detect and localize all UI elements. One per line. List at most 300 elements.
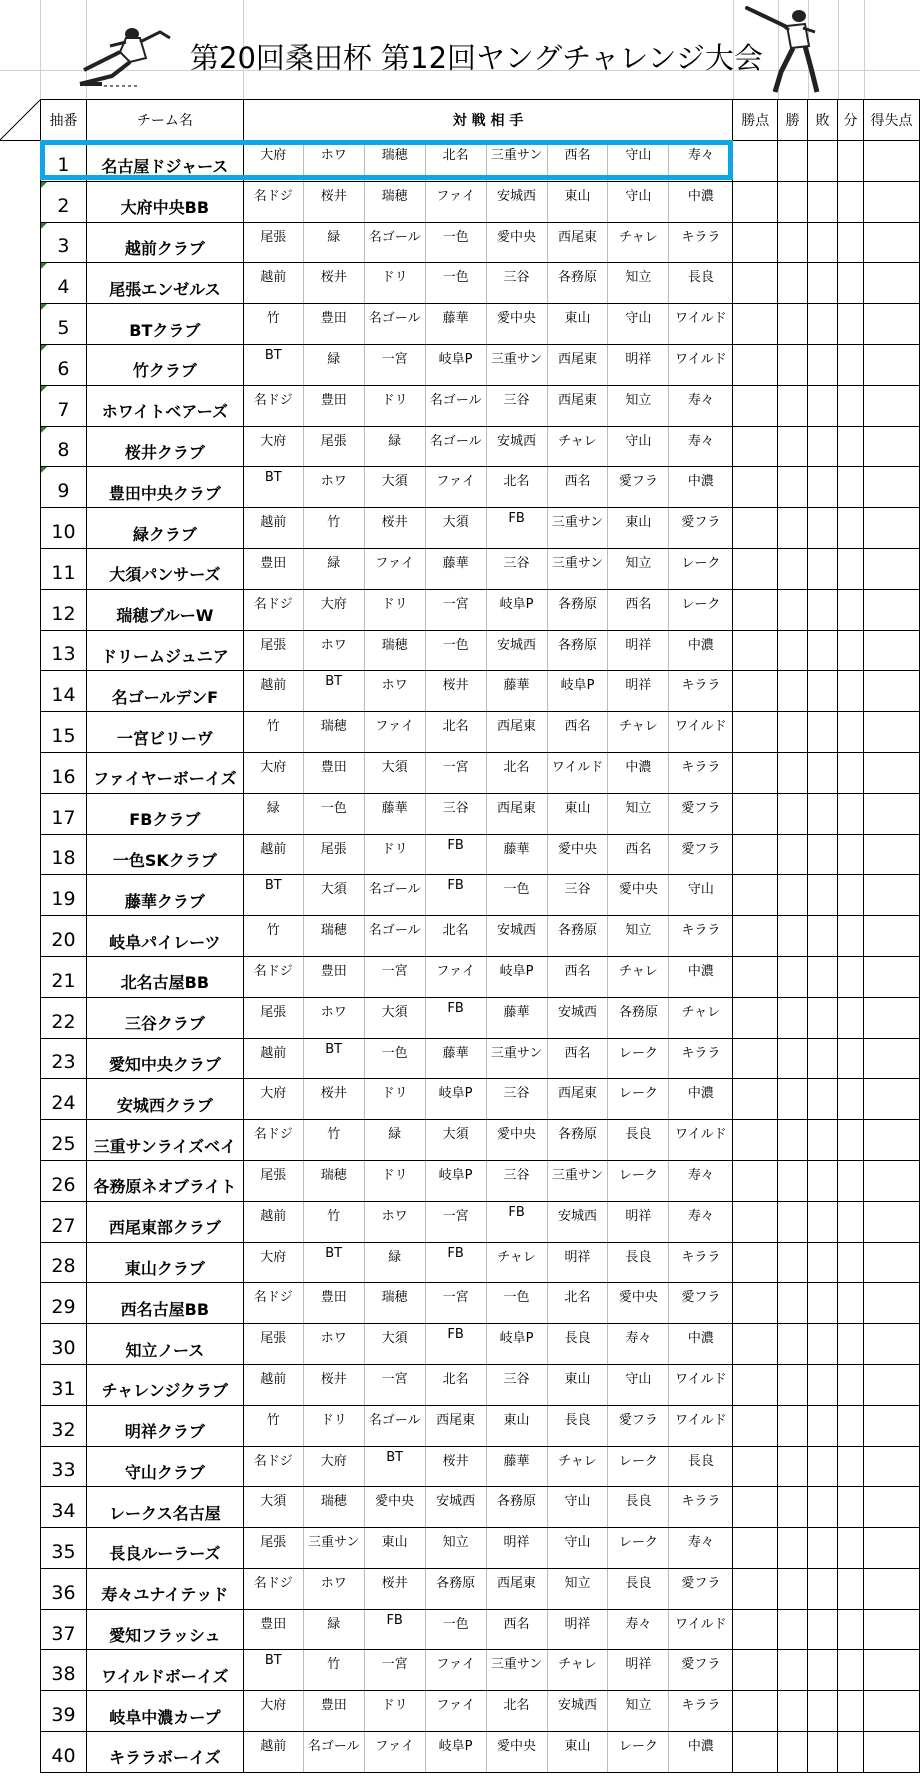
opponent-cell[interactable]: 大須 xyxy=(425,1120,486,1161)
opponent-cell[interactable]: 岐阜P xyxy=(486,956,547,997)
opponent-cell[interactable]: 安城西 xyxy=(486,630,547,671)
win-cell[interactable] xyxy=(778,1120,808,1161)
draw-cell[interactable] xyxy=(838,712,864,753)
team-name-cell[interactable]: 名ゴールデンF xyxy=(86,671,243,712)
opponent-cell[interactable]: 瑞穂 xyxy=(303,1160,364,1201)
opponent-cell[interactable]: 寿々 xyxy=(669,1160,733,1201)
opponent-cell[interactable]: 名ドジ xyxy=(243,181,303,222)
points-cell[interactable] xyxy=(733,1609,778,1650)
loss-cell[interactable] xyxy=(808,344,838,385)
win-cell[interactable] xyxy=(778,1732,808,1773)
loss-cell[interactable] xyxy=(808,1364,838,1405)
opponent-cell[interactable]: 明祥 xyxy=(608,630,669,671)
points-cell[interactable] xyxy=(733,1650,778,1691)
opponent-cell[interactable]: 藤華 xyxy=(486,671,547,712)
diff-cell[interactable] xyxy=(864,671,920,712)
draw-cell[interactable] xyxy=(838,1283,864,1324)
team-name-cell[interactable]: キララボーイズ xyxy=(86,1732,243,1773)
opponent-cell[interactable]: 西名 xyxy=(547,141,608,182)
diff-cell[interactable] xyxy=(864,956,920,997)
diff-cell[interactable] xyxy=(864,752,920,793)
loss-cell[interactable] xyxy=(808,141,838,182)
opponent-cell[interactable]: 愛フラ xyxy=(608,1405,669,1446)
opponent-cell[interactable]: 知立 xyxy=(608,263,669,304)
opponent-cell[interactable]: 大須 xyxy=(364,1324,425,1365)
points-cell[interactable] xyxy=(733,1528,778,1569)
diff-cell[interactable] xyxy=(864,1650,920,1691)
opponent-cell[interactable]: 大須 xyxy=(364,997,425,1038)
draw-cell[interactable] xyxy=(838,1528,864,1569)
team-name-cell[interactable]: 一色SKクラブ xyxy=(86,834,243,875)
opponent-cell[interactable]: 三谷 xyxy=(486,548,547,589)
team-name-cell[interactable]: 三谷クラブ xyxy=(86,997,243,1038)
opponent-cell[interactable]: 各務原 xyxy=(608,997,669,1038)
opponent-cell[interactable]: 愛フラ xyxy=(669,1650,733,1691)
opponent-cell[interactable]: FB xyxy=(425,1242,486,1283)
loss-cell[interactable] xyxy=(808,426,838,467)
opponent-cell[interactable]: 一宮 xyxy=(425,1283,486,1324)
diff-cell[interactable] xyxy=(864,1528,920,1569)
opponent-cell[interactable]: 岐阜P xyxy=(425,1732,486,1773)
opponent-cell[interactable]: 竹 xyxy=(303,508,364,549)
opponent-cell[interactable]: ホワ xyxy=(364,671,425,712)
points-cell[interactable] xyxy=(733,222,778,263)
opponent-cell[interactable]: 豊田 xyxy=(303,1691,364,1732)
team-name-cell[interactable]: 長良ルーラーズ xyxy=(86,1528,243,1569)
opponent-cell[interactable]: 守山 xyxy=(669,875,733,916)
opponent-cell[interactable]: FB xyxy=(425,997,486,1038)
opponent-cell[interactable]: 東山 xyxy=(486,1405,547,1446)
opponent-cell[interactable]: FB xyxy=(425,834,486,875)
opponent-cell[interactable]: レーク xyxy=(608,1038,669,1079)
opponent-cell[interactable]: ファイ xyxy=(425,467,486,508)
opponent-cell[interactable]: 各務原 xyxy=(547,263,608,304)
opponent-cell[interactable]: 一宮 xyxy=(425,752,486,793)
opponent-cell[interactable]: 尾張 xyxy=(303,834,364,875)
win-cell[interactable] xyxy=(778,671,808,712)
diff-cell[interactable] xyxy=(864,1283,920,1324)
diff-cell[interactable] xyxy=(864,589,920,630)
opponent-cell[interactable]: 尾張 xyxy=(243,997,303,1038)
opponent-cell[interactable]: 一宮 xyxy=(425,589,486,630)
opponent-cell[interactable]: 西尾東 xyxy=(547,222,608,263)
opponent-cell[interactable]: 東山 xyxy=(547,181,608,222)
opponent-cell[interactable]: 尾張 xyxy=(303,426,364,467)
win-cell[interactable] xyxy=(778,548,808,589)
draw-cell[interactable] xyxy=(838,1446,864,1487)
opponent-cell[interactable]: 緑 xyxy=(364,426,425,467)
opponent-cell[interactable]: 愛中央 xyxy=(486,222,547,263)
opponent-cell[interactable]: ファイ xyxy=(425,956,486,997)
opponent-cell[interactable]: 豊田 xyxy=(243,548,303,589)
opponent-cell[interactable]: ドリ xyxy=(364,1691,425,1732)
opponent-cell[interactable]: 東山 xyxy=(547,304,608,345)
draw-cell[interactable] xyxy=(838,1324,864,1365)
opponent-cell[interactable]: 大府 xyxy=(243,752,303,793)
points-cell[interactable] xyxy=(733,1568,778,1609)
opponent-cell[interactable]: 愛中央 xyxy=(486,1732,547,1773)
team-name-cell[interactable]: ファイヤーボーイズ xyxy=(86,752,243,793)
opponent-cell[interactable]: 名ドジ xyxy=(243,1283,303,1324)
opponent-cell[interactable]: 緑 xyxy=(364,1242,425,1283)
opponent-cell[interactable]: 瑞穂 xyxy=(303,1487,364,1528)
opponent-cell[interactable]: ワイルド xyxy=(669,1609,733,1650)
opponent-cell[interactable]: 明祥 xyxy=(547,1242,608,1283)
opponent-cell[interactable]: 愛中央 xyxy=(486,304,547,345)
opponent-cell[interactable]: BT xyxy=(243,1650,303,1691)
points-cell[interactable] xyxy=(733,997,778,1038)
opponent-cell[interactable]: 東山 xyxy=(547,793,608,834)
opponent-cell[interactable]: 瑞穂 xyxy=(364,181,425,222)
loss-cell[interactable] xyxy=(808,834,838,875)
opponent-cell[interactable]: 尾張 xyxy=(243,630,303,671)
opponent-cell[interactable]: 越前 xyxy=(243,1201,303,1242)
opponent-cell[interactable]: キララ xyxy=(669,916,733,957)
opponent-cell[interactable]: 守山 xyxy=(608,181,669,222)
diff-cell[interactable] xyxy=(864,263,920,304)
draw-cell[interactable] xyxy=(838,916,864,957)
opponent-cell[interactable]: 豊田 xyxy=(303,304,364,345)
draw-cell[interactable] xyxy=(838,1038,864,1079)
opponent-cell[interactable]: 明祥 xyxy=(608,344,669,385)
opponent-cell[interactable]: チャレ xyxy=(608,956,669,997)
opponent-cell[interactable]: 各務原 xyxy=(547,1120,608,1161)
draw-cell[interactable] xyxy=(838,793,864,834)
team-name-cell[interactable]: 大須パンサーズ xyxy=(86,548,243,589)
opponent-cell[interactable]: 一宮 xyxy=(425,1201,486,1242)
opponent-cell[interactable]: 明祥 xyxy=(608,1201,669,1242)
points-cell[interactable] xyxy=(733,1732,778,1773)
win-cell[interactable] xyxy=(778,834,808,875)
opponent-cell[interactable]: ワイルド xyxy=(669,304,733,345)
draw-cell[interactable] xyxy=(838,385,864,426)
opponent-cell[interactable]: 緑 xyxy=(243,793,303,834)
opponent-cell[interactable]: 一色 xyxy=(425,1609,486,1650)
team-name-cell[interactable]: 西名古屋BB xyxy=(86,1283,243,1324)
opponent-cell[interactable]: 寿々 xyxy=(608,1324,669,1365)
opponent-cell[interactable]: 三谷 xyxy=(486,1079,547,1120)
opponent-cell[interactable]: キララ xyxy=(669,1691,733,1732)
opponent-cell[interactable]: 尾張 xyxy=(243,1160,303,1201)
loss-cell[interactable] xyxy=(808,181,838,222)
loss-cell[interactable] xyxy=(808,1609,838,1650)
opponent-cell[interactable]: 知立 xyxy=(608,1691,669,1732)
opponent-cell[interactable]: 瑞穂 xyxy=(303,916,364,957)
diff-cell[interactable] xyxy=(864,344,920,385)
opponent-cell[interactable]: ドリ xyxy=(364,834,425,875)
points-cell[interactable] xyxy=(733,1691,778,1732)
points-cell[interactable] xyxy=(733,1079,778,1120)
opponent-cell[interactable]: 三谷 xyxy=(486,1364,547,1405)
team-name-cell[interactable]: 桜井クラブ xyxy=(86,426,243,467)
team-name-cell[interactable]: FBクラブ xyxy=(86,793,243,834)
team-name-cell[interactable]: 名古屋ドジャース xyxy=(86,141,243,182)
opponent-cell[interactable]: 大須 xyxy=(364,467,425,508)
points-cell[interactable] xyxy=(733,181,778,222)
win-cell[interactable] xyxy=(778,589,808,630)
opponent-cell[interactable]: チャレ xyxy=(547,1446,608,1487)
opponent-cell[interactable]: ワイルド xyxy=(669,344,733,385)
opponent-cell[interactable]: 越前 xyxy=(243,1364,303,1405)
opponent-cell[interactable]: レーク xyxy=(608,1446,669,1487)
opponent-cell[interactable]: FB xyxy=(425,875,486,916)
opponent-cell[interactable]: チャレ xyxy=(547,1650,608,1691)
points-cell[interactable] xyxy=(733,344,778,385)
team-name-cell[interactable]: 豊田中央クラブ xyxy=(86,467,243,508)
loss-cell[interactable] xyxy=(808,589,838,630)
opponent-cell[interactable]: 一宮 xyxy=(364,344,425,385)
opponent-cell[interactable]: 西尾東 xyxy=(547,385,608,426)
draw-cell[interactable] xyxy=(838,997,864,1038)
points-cell[interactable] xyxy=(733,1242,778,1283)
diff-cell[interactable] xyxy=(864,793,920,834)
opponent-cell[interactable]: ワイルド xyxy=(669,1364,733,1405)
points-cell[interactable] xyxy=(733,956,778,997)
opponent-cell[interactable]: ファイ xyxy=(364,1732,425,1773)
opponent-cell[interactable]: 瑞穂 xyxy=(364,630,425,671)
win-cell[interactable] xyxy=(778,1324,808,1365)
points-cell[interactable] xyxy=(733,548,778,589)
win-cell[interactable] xyxy=(778,1446,808,1487)
diff-cell[interactable] xyxy=(864,1364,920,1405)
opponent-cell[interactable]: 中濃 xyxy=(669,467,733,508)
opponent-cell[interactable]: 豊田 xyxy=(303,752,364,793)
opponent-cell[interactable]: 愛フラ xyxy=(669,1283,733,1324)
diff-cell[interactable] xyxy=(864,875,920,916)
points-cell[interactable] xyxy=(733,1487,778,1528)
opponent-cell[interactable]: 大府 xyxy=(243,1079,303,1120)
opponent-cell[interactable]: 東山 xyxy=(364,1528,425,1569)
opponent-cell[interactable]: 中濃 xyxy=(608,752,669,793)
opponent-cell[interactable]: 名ドジ xyxy=(243,1568,303,1609)
opponent-cell[interactable]: 竹 xyxy=(243,712,303,753)
opponent-cell[interactable]: 北名 xyxy=(425,916,486,957)
opponent-cell[interactable]: 各務原 xyxy=(486,1487,547,1528)
opponent-cell[interactable]: 越前 xyxy=(243,508,303,549)
points-cell[interactable] xyxy=(733,141,778,182)
win-cell[interactable] xyxy=(778,1364,808,1405)
opponent-cell[interactable]: 一宮 xyxy=(364,956,425,997)
points-cell[interactable] xyxy=(733,304,778,345)
opponent-cell[interactable]: ファイ xyxy=(364,712,425,753)
team-name-cell[interactable]: ホワイトベアーズ xyxy=(86,385,243,426)
diff-cell[interactable] xyxy=(864,222,920,263)
opponent-cell[interactable]: レーク xyxy=(608,1160,669,1201)
opponent-cell[interactable]: 竹 xyxy=(243,916,303,957)
loss-cell[interactable] xyxy=(808,671,838,712)
diff-cell[interactable] xyxy=(864,1120,920,1161)
diff-cell[interactable] xyxy=(864,1405,920,1446)
opponent-cell[interactable]: 西尾東 xyxy=(486,793,547,834)
opponent-cell[interactable]: 中濃 xyxy=(669,1732,733,1773)
opponent-cell[interactable]: 桜井 xyxy=(303,263,364,304)
win-cell[interactable] xyxy=(778,263,808,304)
team-name-cell[interactable]: BTクラブ xyxy=(86,304,243,345)
win-cell[interactable] xyxy=(778,344,808,385)
loss-cell[interactable] xyxy=(808,793,838,834)
opponent-cell[interactable]: 愛中央 xyxy=(486,1120,547,1161)
opponent-cell[interactable]: 愛中央 xyxy=(547,834,608,875)
diff-cell[interactable] xyxy=(864,181,920,222)
loss-cell[interactable] xyxy=(808,1405,838,1446)
loss-cell[interactable] xyxy=(808,1650,838,1691)
opponent-cell[interactable]: 愛中央 xyxy=(608,875,669,916)
points-cell[interactable] xyxy=(733,916,778,957)
opponent-cell[interactable]: 竹 xyxy=(303,1650,364,1691)
loss-cell[interactable] xyxy=(808,263,838,304)
points-cell[interactable] xyxy=(733,426,778,467)
opponent-cell[interactable]: 中濃 xyxy=(669,181,733,222)
points-cell[interactable] xyxy=(733,1324,778,1365)
draw-cell[interactable] xyxy=(838,467,864,508)
opponent-cell[interactable]: 長良 xyxy=(608,1487,669,1528)
opponent-cell[interactable]: 明祥 xyxy=(608,671,669,712)
points-cell[interactable] xyxy=(733,1120,778,1161)
diff-cell[interactable] xyxy=(864,1487,920,1528)
loss-cell[interactable] xyxy=(808,1487,838,1528)
opponent-cell[interactable]: レーク xyxy=(608,1732,669,1773)
points-cell[interactable] xyxy=(733,1446,778,1487)
opponent-cell[interactable]: 大府 xyxy=(303,589,364,630)
opponent-cell[interactable]: FB xyxy=(486,508,547,549)
opponent-cell[interactable]: 桜井 xyxy=(364,508,425,549)
opponent-cell[interactable]: 西尾東 xyxy=(547,344,608,385)
diff-cell[interactable] xyxy=(864,916,920,957)
draw-cell[interactable] xyxy=(838,1201,864,1242)
draw-cell[interactable] xyxy=(838,1732,864,1773)
points-cell[interactable] xyxy=(733,508,778,549)
diff-cell[interactable] xyxy=(864,467,920,508)
draw-cell[interactable] xyxy=(838,1120,864,1161)
opponent-cell[interactable]: 尾張 xyxy=(243,1324,303,1365)
loss-cell[interactable] xyxy=(808,997,838,1038)
opponent-cell[interactable]: ホワ xyxy=(303,1568,364,1609)
opponent-cell[interactable]: ドリ xyxy=(364,589,425,630)
draw-cell[interactable] xyxy=(838,1079,864,1120)
loss-cell[interactable] xyxy=(808,630,838,671)
diff-cell[interactable] xyxy=(864,1446,920,1487)
opponent-cell[interactable]: 一宮 xyxy=(364,1650,425,1691)
opponent-cell[interactable]: 愛フラ xyxy=(669,834,733,875)
points-cell[interactable] xyxy=(733,1160,778,1201)
opponent-cell[interactable]: 中濃 xyxy=(669,630,733,671)
draw-cell[interactable] xyxy=(838,875,864,916)
opponent-cell[interactable]: 瑞穂 xyxy=(303,712,364,753)
draw-cell[interactable] xyxy=(838,1160,864,1201)
loss-cell[interactable] xyxy=(808,752,838,793)
team-name-cell[interactable]: 明祥クラブ xyxy=(86,1405,243,1446)
draw-cell[interactable] xyxy=(838,508,864,549)
loss-cell[interactable] xyxy=(808,1283,838,1324)
opponent-cell[interactable]: 三重サン xyxy=(547,1160,608,1201)
diff-cell[interactable] xyxy=(864,548,920,589)
opponent-cell[interactable]: 一色 xyxy=(486,1283,547,1324)
team-name-cell[interactable]: 守山クラブ xyxy=(86,1446,243,1487)
opponent-cell[interactable]: 長良 xyxy=(547,1324,608,1365)
points-cell[interactable] xyxy=(733,1405,778,1446)
opponent-cell[interactable]: ドリ xyxy=(364,263,425,304)
opponent-cell[interactable]: キララ xyxy=(669,671,733,712)
loss-cell[interactable] xyxy=(808,1324,838,1365)
opponent-cell[interactable]: 桜井 xyxy=(364,1568,425,1609)
loss-cell[interactable] xyxy=(808,548,838,589)
opponent-cell[interactable]: 豊田 xyxy=(303,385,364,426)
opponent-cell[interactable]: BT xyxy=(243,467,303,508)
opponent-cell[interactable]: ドリ xyxy=(364,1079,425,1120)
win-cell[interactable] xyxy=(778,793,808,834)
win-cell[interactable] xyxy=(778,222,808,263)
loss-cell[interactable] xyxy=(808,956,838,997)
opponent-cell[interactable]: 豊田 xyxy=(303,956,364,997)
opponent-cell[interactable]: 尾張 xyxy=(243,222,303,263)
opponent-cell[interactable]: 明祥 xyxy=(608,1650,669,1691)
opponent-cell[interactable]: ホワ xyxy=(303,467,364,508)
opponent-cell[interactable]: 愛フラ xyxy=(669,508,733,549)
opponent-cell[interactable]: 知立 xyxy=(425,1528,486,1569)
opponent-cell[interactable]: 安城西 xyxy=(547,997,608,1038)
opponent-cell[interactable]: 西名 xyxy=(547,467,608,508)
opponent-cell[interactable]: 西名 xyxy=(547,956,608,997)
opponent-cell[interactable]: キララ xyxy=(669,752,733,793)
team-name-cell[interactable]: 北名古屋BB xyxy=(86,956,243,997)
opponent-cell[interactable]: BT xyxy=(364,1446,425,1487)
opponent-cell[interactable]: ファイ xyxy=(425,181,486,222)
opponent-cell[interactable]: 藤華 xyxy=(425,548,486,589)
opponent-cell[interactable]: 三谷 xyxy=(486,385,547,426)
opponent-cell[interactable]: BT xyxy=(303,1038,364,1079)
opponent-cell[interactable]: 三谷 xyxy=(425,793,486,834)
loss-cell[interactable] xyxy=(808,1120,838,1161)
opponent-cell[interactable]: ホワ xyxy=(303,630,364,671)
draw-cell[interactable] xyxy=(838,956,864,997)
points-cell[interactable] xyxy=(733,1201,778,1242)
loss-cell[interactable] xyxy=(808,1201,838,1242)
opponent-cell[interactable]: ファイ xyxy=(425,1650,486,1691)
opponent-cell[interactable]: 桜井 xyxy=(303,181,364,222)
opponent-cell[interactable]: キララ xyxy=(669,1242,733,1283)
opponent-cell[interactable]: 桜井 xyxy=(303,1079,364,1120)
team-name-cell[interactable]: 安城西クラブ xyxy=(86,1079,243,1120)
opponent-cell[interactable]: 緑 xyxy=(303,1609,364,1650)
opponent-cell[interactable]: 明祥 xyxy=(547,1609,608,1650)
opponent-cell[interactable]: 三重サン xyxy=(486,1650,547,1691)
diff-cell[interactable] xyxy=(864,1201,920,1242)
opponent-cell[interactable]: 西尾東 xyxy=(425,1405,486,1446)
opponent-cell[interactable]: 豊田 xyxy=(303,1283,364,1324)
opponent-cell[interactable]: キララ xyxy=(669,1487,733,1528)
diff-cell[interactable] xyxy=(864,1160,920,1201)
opponent-cell[interactable]: 名ゴール xyxy=(425,426,486,467)
draw-cell[interactable] xyxy=(838,141,864,182)
opponent-cell[interactable]: チャレ xyxy=(486,1242,547,1283)
team-name-cell[interactable]: 知立ノース xyxy=(86,1324,243,1365)
opponent-cell[interactable]: 名ドジ xyxy=(243,1446,303,1487)
win-cell[interactable] xyxy=(778,1650,808,1691)
opponent-cell[interactable]: 西名 xyxy=(547,1038,608,1079)
opponent-cell[interactable]: 大府 xyxy=(243,1691,303,1732)
diff-cell[interactable] xyxy=(864,1038,920,1079)
diff-cell[interactable] xyxy=(864,385,920,426)
opponent-cell[interactable]: 名ゴール xyxy=(364,304,425,345)
team-name-cell[interactable]: 寿々ユナイテッド xyxy=(86,1568,243,1609)
draw-cell[interactable] xyxy=(838,263,864,304)
loss-cell[interactable] xyxy=(808,1691,838,1732)
opponent-cell[interactable]: 守山 xyxy=(608,141,669,182)
draw-cell[interactable] xyxy=(838,1650,864,1691)
opponent-cell[interactable]: 各務原 xyxy=(425,1568,486,1609)
opponent-cell[interactable]: 越前 xyxy=(243,263,303,304)
loss-cell[interactable] xyxy=(808,1568,838,1609)
